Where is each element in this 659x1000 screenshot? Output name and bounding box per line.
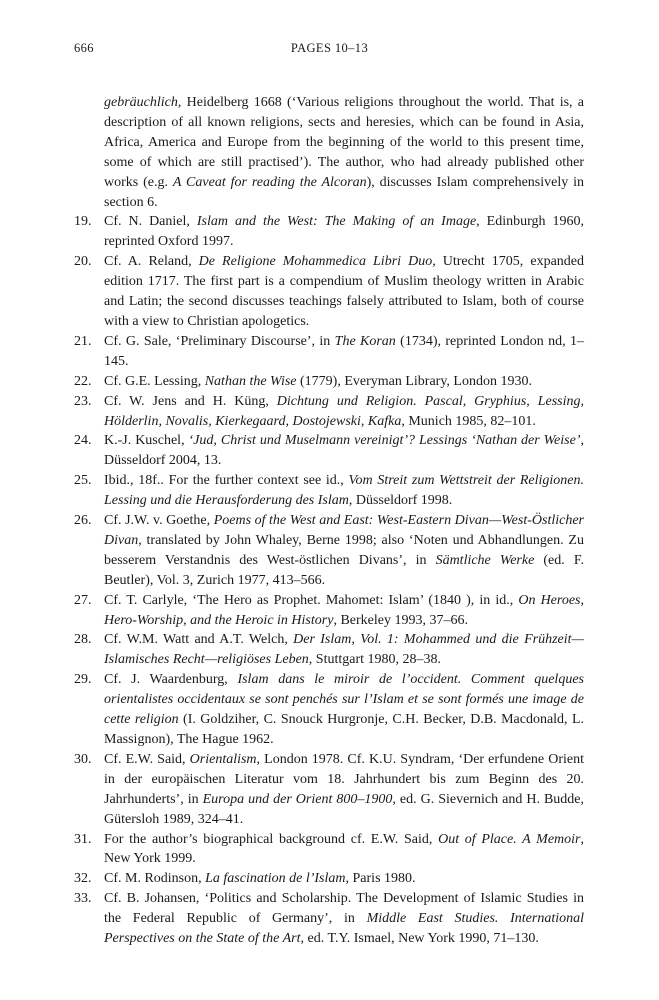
note-text: Ibid., 18f.. For the further context see id., [104, 473, 349, 489]
note-text: , Düsseldorf 1998. [348, 493, 453, 509]
endnote [74, 630, 584, 670]
endnote [74, 889, 584, 949]
endnote [74, 869, 584, 889]
note-number: 29. [74, 672, 92, 688]
note-body [104, 630, 584, 670]
note-text: Cf. B. Johansen, ‘Politics and Scholarship. The Development of Islamic Studies in the Federal Republic of Germany’, in [104, 891, 584, 927]
note-text: (1734), reprinted London nd, 1–145. [104, 333, 584, 369]
note-body [104, 889, 584, 949]
note-number: 25. [74, 473, 92, 489]
note-text: , Düsseldorf 2004, 13. [104, 433, 584, 469]
italic-title: Middle East Studies. International Perspectives on the State of the Art [104, 911, 584, 947]
running-title: PAGES 10–13 [290, 41, 369, 55]
note-text: Cf. W.M. Watt and A.T. Welch, [104, 632, 294, 648]
note-text: Cf. M. Rodinson, [104, 871, 206, 887]
italic-title: Europa und der Orient 800–1900 [202, 791, 393, 807]
note-body [104, 332, 584, 372]
note-text: , New York 1999. [104, 831, 584, 867]
note-number: 32. [74, 871, 92, 887]
note-number: 26. [74, 513, 92, 529]
note-number: 33. [74, 891, 92, 907]
note-text: , Utrecht 1705, expanded edition 1717. The first part is a compendium of Muslim theology written in Arabic and Latin; the second discusses teachings falsely attributed to Islam, both of course with a view to Christian apologetics. [104, 254, 584, 329]
note-text: K.-J. Kuschel, [104, 433, 189, 449]
italic-title: Sämtliche Werke [435, 552, 535, 568]
note-text: (I. Goldziher, C. Snouck Hurgronje, C.H. Becker, D.B. Macdonald, L. Massignon), The Hague 1962. [104, 712, 585, 747]
note-body [104, 212, 584, 252]
italic-title: La fascination de l’Islam [205, 871, 346, 887]
note-text: , translated by John Whaley, Berne 1998; also ‘Noten und Abhandlungen. Zu besserem Verstandnis des West-östlichen Divans’, in [104, 532, 584, 568]
note-number: 24. [74, 433, 92, 449]
note-text: Cf. T. Carlyle, ‘The Hero as Prophet. Mahomet: Islam’ (1840 ), in id., [104, 592, 519, 608]
note-number: 22. [74, 373, 92, 389]
endnote [74, 372, 584, 392]
note-text: (ed. F. Beutler), Vol. 3, Zurich 1977, 413–566. [104, 552, 584, 588]
italic-title: A Caveat for reading the Alcoran [172, 174, 367, 190]
endnote [74, 511, 584, 591]
note-text: , Heidelberg 1668 (‘Various religions throughout the world. That is, a description of all known religions, sects and heresies, which can be found in Asia, Africa, America and Europe from the beginning of the world to this present time, some of which are still practised’). The author, who had already published other works (e.g. [104, 95, 584, 190]
note-body [104, 471, 584, 511]
italic-title: Dichtung und Religion. Pascal, Gryphius, Lessing, Hölderlin, Novalis, Kierkegaard, Dostojewski, Kafka [104, 393, 584, 429]
note-number: 31. [74, 831, 92, 847]
note-text: , ed. G. Sievernich and H. Budde, Gütersloh 1989, 324–41. [104, 791, 585, 827]
endnotes [74, 93, 584, 949]
running-head [74, 40, 585, 56]
italic-title: Islam dans le miroir de l’occident. Comment quelques orientalistes occidentaux se sont penchés sur l’Islam et se sont formés une image de cette religion [104, 672, 584, 728]
note-number: 27. [74, 592, 92, 608]
endnote [74, 431, 584, 471]
note-text: , Berkeley 1993, 37–66. [333, 612, 468, 628]
italic-title: ‘Jud, Christ und Muselmann vereinigt’? Lessings ‘Nathan der Weise’ [188, 433, 581, 449]
note-text: Cf. J.W. v. Goethe, [104, 513, 214, 529]
note-text: Cf. A. Reland, [104, 254, 199, 270]
note-text: Cf. W. Jens and H. Küng, [104, 393, 277, 409]
italic-title: Der Islam, Vol. 1: Mohammed und die Frühzeit—Islamisches Recht—religiöses Leben [104, 632, 584, 668]
note-body [104, 830, 584, 870]
note-body [104, 869, 584, 889]
note-body [104, 431, 584, 471]
endnote [74, 471, 584, 511]
italic-title: De Religione Mohammedica Libri Duo [198, 254, 433, 270]
note-body [104, 511, 584, 591]
note-text: ), discusses Islam comprehensively in section 6. [104, 174, 585, 210]
note-body [104, 750, 584, 830]
note-body [104, 392, 584, 432]
note-number: 30. [74, 751, 92, 767]
note-text: Cf. E.W. Said, [104, 751, 190, 767]
endnote [74, 830, 584, 870]
italic-title: Poems of the West and East: West-Eastern Divan—West-Östlicher Divan [104, 513, 584, 548]
endnote [74, 591, 584, 631]
page-number: 666 [74, 41, 94, 55]
note-number: 23. [74, 393, 92, 409]
note-text: , Stuttgart 1980, 28–38. [308, 652, 442, 668]
italic-title: Out of Place. A Memoir [438, 831, 581, 847]
italic-title: Orientalism [189, 751, 257, 767]
note-body [104, 591, 584, 631]
note-body [104, 670, 584, 750]
note-text: (1779), Everyman Library, London 1930. [296, 373, 532, 389]
note-text: , London 1978. Cf. K.U. Syndram, ‘Der erfundene Orient in der europäischen Literatur vom 18. Jahrhundert bis zum Beginn des 20. Jahrhunderts’, in [104, 751, 584, 807]
italic-title: gebräuchlich [104, 95, 178, 110]
note-body [104, 252, 584, 332]
note-number: 21. [74, 333, 92, 349]
endnote [74, 332, 584, 372]
note-number: 19. [74, 214, 92, 230]
note-text: , ed. T.Y. Ismael, New York 1990, 71–130. [300, 931, 539, 947]
note-body [104, 372, 584, 392]
note-text: , Munich 1985, 82–101. [401, 413, 536, 429]
note-number: 28. [74, 632, 92, 648]
note-text: , Edinburgh 1960, reprinted Oxford 1997. [104, 214, 584, 250]
endnote [74, 212, 584, 252]
note-text: , Paris 1980. [345, 871, 416, 887]
endnote [74, 392, 584, 432]
italic-title: On Heroes, Hero-Worship, and the Heroic in History [104, 592, 584, 628]
endnote [74, 670, 584, 750]
italic-title: Nathan the Wise [204, 373, 297, 389]
italic-title: Vom Streit zum Wettstreit der Religionen. Lessing und die Herausforderung des Islam [104, 473, 585, 509]
notes-list [74, 212, 584, 949]
note-text: Cf. G.E. Lessing, [104, 373, 205, 389]
note-number: 20. [74, 254, 92, 270]
italic-title: Islam and the West: The Making of an Image [196, 214, 477, 230]
endnote [74, 252, 584, 332]
note-text: Cf. J. Waardenburg, [104, 672, 238, 688]
italic-title: The Koran [334, 333, 396, 349]
note-text: Cf. G. Sale, ‘Preliminary Discourse’, in [104, 333, 335, 349]
endnote [74, 750, 584, 830]
note-text: Cf. N. Daniel, [104, 214, 197, 230]
note-text: For the author’s biographical background cf. E.W. Said, [104, 831, 439, 847]
note-continuation [104, 93, 584, 212]
